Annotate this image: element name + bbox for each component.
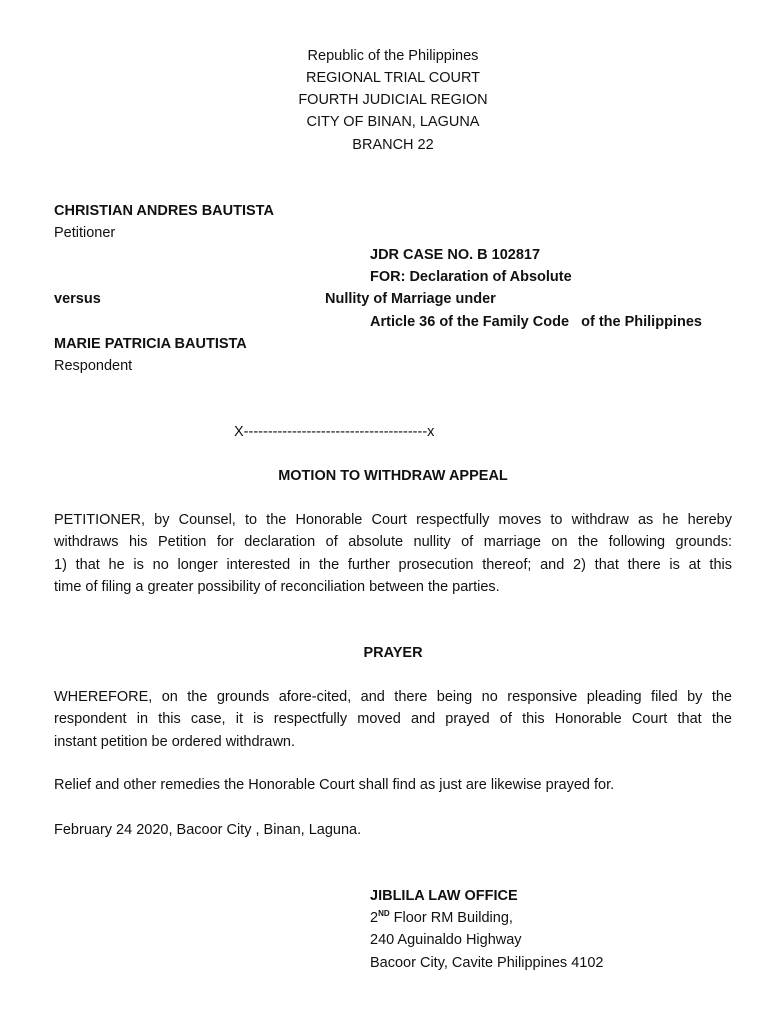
address-city: Bacoor City, Cavite Philippines 4102 <box>370 955 604 971</box>
paragraph-line: 1) that he is no longer interested in the further prosecution thereof; and 2) that there is at this <box>54 556 732 573</box>
motion-paragraph <box>54 509 732 598</box>
petitioner-role: Petitioner <box>54 225 116 241</box>
versus-label: versus <box>54 291 101 307</box>
header-branch: BRANCH 22 <box>352 137 434 153</box>
paragraph-line: PETITIONER, by Counsel, to the Honorable Court respectfully moves to withdraw as he hereby <box>54 512 732 528</box>
paragraph-line: respondent in this case, it is respectfully moved and prayed of this Honorable Court that the <box>54 711 732 728</box>
prayer-title: PRAYER <box>363 645 423 661</box>
paragraph-line: WHEREFORE, on the grounds afore-cited, and there being no responsive pleading filed by the <box>54 689 732 705</box>
case-nature-line1: FOR: Declaration of Absolute <box>370 269 572 285</box>
paragraph-line: time of filing a greater possibility of reconciliation between the parties. <box>54 578 500 595</box>
address-floor <box>370 907 513 929</box>
prayer-paragraph <box>54 686 732 753</box>
header-city: CITY OF BINAN, LAGUNA <box>306 114 480 130</box>
motion-title: MOTION TO WITHDRAW APPEAL <box>278 468 508 484</box>
case-number: JDR CASE NO. B 102817 <box>370 247 541 263</box>
header-region: FOURTH JUDICIAL REGION <box>298 92 488 108</box>
floor-suffix: ND <box>378 909 390 918</box>
law-office-name: JIBLILA LAW OFFICE <box>370 888 518 904</box>
floor-building: Floor RM Building, <box>389 910 513 926</box>
case-nature-line2: Nullity of Marriage under <box>325 291 496 307</box>
date-place-line: February 24 2020, Bacoor City , Binan, Laguna. <box>54 822 362 838</box>
paragraph-line: instant petition be ordered withdrawn. <box>54 733 296 750</box>
respondent-role: Respondent <box>54 358 133 374</box>
header-court: REGIONAL TRIAL COURT <box>305 70 481 86</box>
paragraph-line: withdraws his Petition for declaration of absolute nullity of marriage on the following grounds: <box>54 534 732 551</box>
case-nature-line3: Article 36 of the Family Code of the Philippines <box>370 314 702 330</box>
address-street: 240 Aguinaldo Highway <box>370 932 522 948</box>
floor-number: 2 <box>370 910 379 926</box>
relief-paragraph: Relief and other remedies the Honorable Court shall find as just are likewise prayed for. <box>54 777 615 793</box>
caption-separator: X--------------------------------------x <box>234 424 435 440</box>
header-republic: Republic of the Philippines <box>307 48 479 64</box>
respondent-name: MARIE PATRICIA BAUTISTA <box>54 336 247 352</box>
petitioner-name: CHRISTIAN ANDRES BAUTISTA <box>54 203 274 219</box>
